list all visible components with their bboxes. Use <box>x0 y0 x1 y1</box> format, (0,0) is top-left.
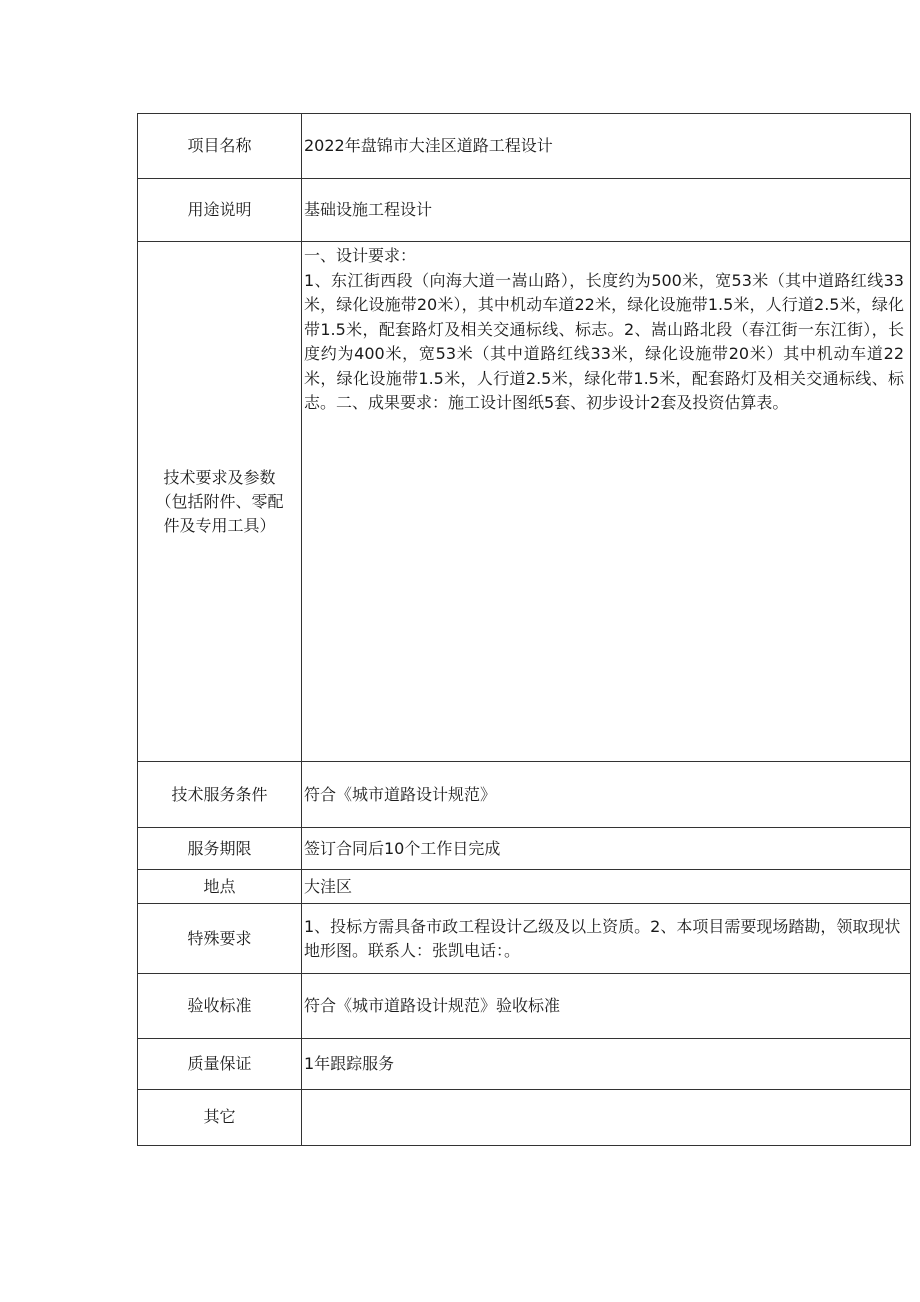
row-usage <box>138 179 911 242</box>
value-tech-requirements <box>302 242 911 762</box>
row-quality <box>138 1039 911 1090</box>
row-special-requirements <box>138 904 911 974</box>
label-tech-requirements: 技术要求及参数（包括附件、零配件及专用工具） <box>138 242 302 762</box>
row-other <box>138 1090 911 1146</box>
label-quality: 质量保证 <box>138 1039 302 1090</box>
label-other: 其它 <box>138 1090 302 1146</box>
tech-heading: 一、设计要求： <box>304 246 417 265</box>
label-special-requirements: 特殊要求 <box>138 904 302 974</box>
label-acceptance: 验收标准 <box>138 974 302 1039</box>
label-service-period: 服务期限 <box>138 828 302 870</box>
label-service-conditions: 技术服务条件 <box>138 762 302 828</box>
label-usage: 用途说明 <box>138 179 302 242</box>
row-project-name <box>138 114 911 179</box>
label-project-name: 项目名称 <box>138 114 302 179</box>
value-usage: 基础设施工程设计 <box>302 179 911 242</box>
row-location <box>138 870 911 904</box>
value-service-period: 签订合同后10个工作日完成 <box>302 828 911 870</box>
label-location: 地点 <box>138 870 302 904</box>
value-acceptance: 符合《城市道路设计规范》验收标准 <box>302 974 911 1039</box>
row-acceptance <box>138 974 911 1039</box>
value-service-conditions: 符合《城市道路设计规范》 <box>302 762 911 828</box>
row-tech-requirements <box>138 242 911 762</box>
spec-table <box>137 113 911 1146</box>
tech-body: 1、东江街西段（向海大道一嵩山路），长度约为500米，宽53米（其中道路红线33米，绿化设施带20米），其中机动车道22米，绿化设施带1.5米，人行道2.5米，绿化带1.5米，配套路灯及相关交通标线、标志。2、嵩山路北段（春江街一东江街），长度约为400米，宽53米（其中道路红线33米，绿化设施带20米）其中机动车道22米，绿化设施带1.5米，人行道2.5米，绿化带1.5米，配套路灯及相关交通标线、标志。二、成果要求：施工设计图纸5套、初步设计2套及投资估算表。 <box>304 270 904 412</box>
value-location: 大洼区 <box>302 870 911 904</box>
value-special-requirements: 1、投标方需具备市政工程设计乙级及以上资质。2、本项目需要现场踏勘，领取现状地形图。联系人：张凯电话：。 <box>302 904 911 974</box>
row-service-conditions <box>138 762 911 828</box>
row-service-period <box>138 828 911 870</box>
value-other <box>302 1090 911 1146</box>
value-quality: 1年跟踪服务 <box>302 1039 911 1090</box>
value-project-name: 2022年盘锦市大洼区道路工程设计 <box>302 114 911 179</box>
